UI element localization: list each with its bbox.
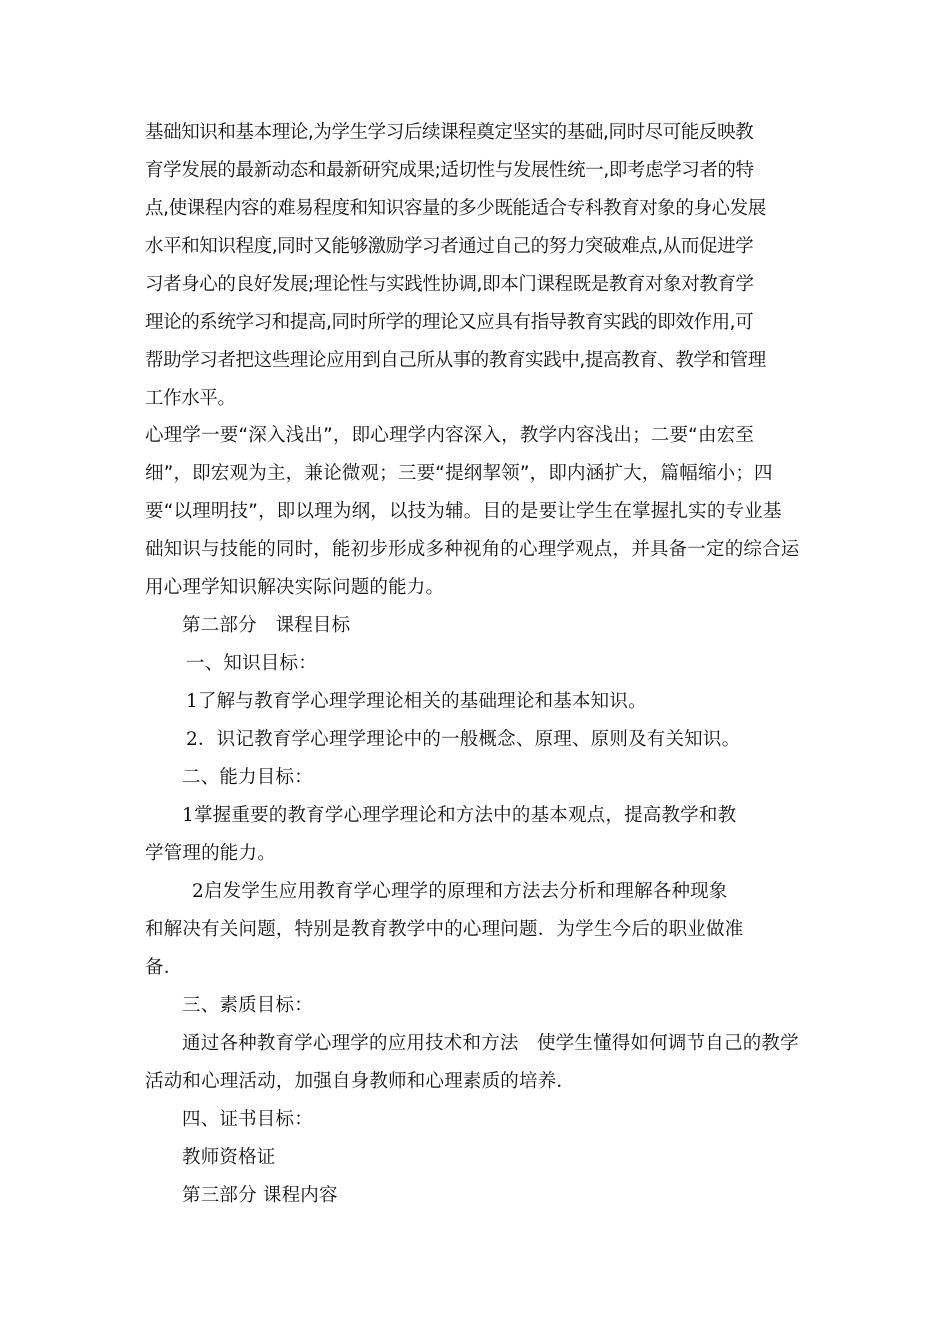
body-text-line: 工作水平。 (145, 388, 236, 409)
subsection-heading: 一、知识目标： (186, 653, 317, 674)
body-text-line: 帮助学习者把这些理论应用到自己所从事的教育实践中,提高教育、教学和管理 (145, 350, 766, 371)
body-text-line: 水平和知识程度,同时又能够激励学习者通过自己的努力突破难点,从而促进学 (145, 236, 754, 257)
body-text-line: 点,使课程内容的难易程度和知识容量的多少既能适合专科教育对象的身心发展 (145, 198, 766, 219)
body-text-line: 细”，即宏观为主，兼论微观；三要“提纲挈领”，即内涵扩大，篇幅缩小；四 (145, 463, 773, 484)
body-text-line: 心理学一要“深入浅出”，即心理学内容深入，教学内容浅出；二要“由宏至 (145, 425, 755, 446)
subsection-heading: 四、证书目标： (182, 1109, 313, 1130)
body-text-line: 基础知识和基本理论,为学生学习后续课程奠定坚实的基础,同时尽可能反映教 (145, 122, 754, 143)
body-text-line: 教师资格证 (182, 1147, 276, 1168)
list-item: 1掌握重要的教育学心理学理论和方法中的基本观点，提高教学和教 (182, 805, 737, 826)
list-item: 2启发学生应用教育学心理学的原理和方法去分析和理解各种现象 (192, 881, 728, 902)
list-item: 2．识记教育学心理学理论中的一般概念、原理、原则及有关知识。 (186, 729, 741, 750)
section-heading: 第三部分 课程内容 (182, 1185, 338, 1206)
body-text-line: 活动和心理活动，加强自身教师和心理素质的培养． (145, 1071, 576, 1092)
list-item-continuation: 学管理的能力。 (145, 843, 276, 864)
body-text-line: 通过各种教育学心理学的应用技术和方法 (182, 1033, 519, 1054)
body-text-line: 用心理学知识解决实际问题的能力。 (145, 577, 445, 598)
body-text-line: 理论的系统学习和提高,同时所学的理论又应具有指导教育实践的即效作用,可 (145, 312, 754, 333)
subsection-heading: 三、素质目标： (182, 995, 313, 1016)
subsection-heading: 二、能力目标： (182, 767, 313, 788)
section-heading: 第二部分 课程目标 (182, 615, 351, 636)
body-text-line: 习者身心的良好发展;理论性与实践性协调,即本门课程既是教育对象对教育学 (145, 274, 754, 295)
body-text-line: 础知识与技能的同时，能初步形成多种视角的心理学观点，并具备一定的综合运 (145, 539, 800, 560)
list-item: 1了解与教育学心理学理论相关的基础理论和基本知识。 (186, 691, 647, 712)
body-text-line-overlap: 使学生懂得如何调节自己的教学 (537, 1033, 799, 1054)
list-item-continuation: 备． (145, 957, 183, 978)
body-text-line: 育学发展的最新动态和最新研究成果;适切性与发展性统一,即考虑学习者的特 (145, 160, 754, 181)
body-text-line: 要“以理明技”，即以理为纲，以技为辅。目的是要让学生在掌握扎实的专业基 (145, 501, 782, 522)
list-item-continuation: 和解决有关问题，特别是教育教学中的心理问题．为学生今后的职业做准 (145, 919, 744, 940)
